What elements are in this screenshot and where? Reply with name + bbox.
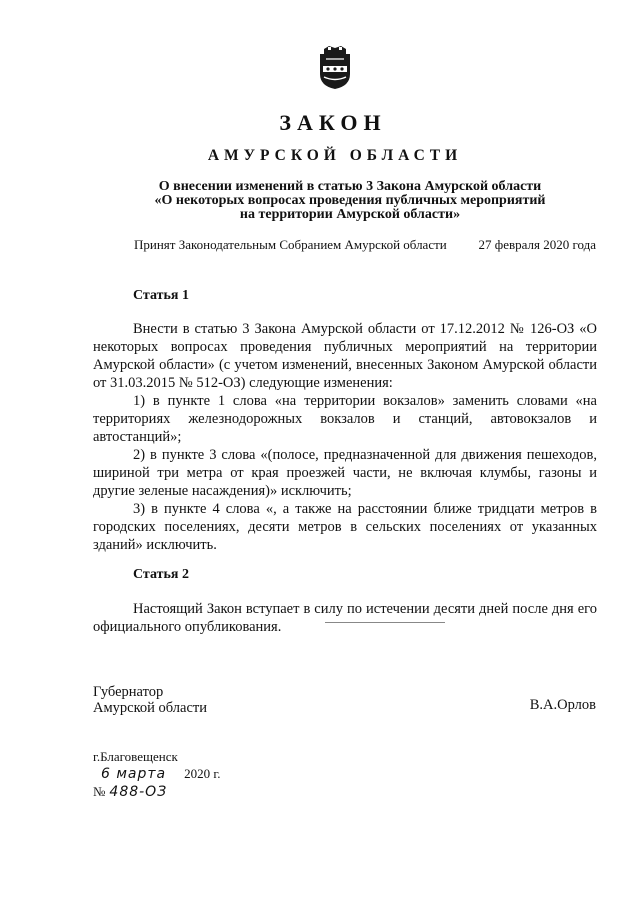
position-line: Губернатор xyxy=(93,684,164,700)
law-subtitle xyxy=(110,180,590,222)
article-1-heading: Статья 1 xyxy=(133,288,189,303)
signatory-position xyxy=(93,684,207,716)
place-date-number xyxy=(93,748,221,801)
subtitle-line: О внесении изменений в статью 3 Закона Амурской области xyxy=(158,179,542,194)
article-2-body xyxy=(93,600,597,636)
subtitle-line: на территории Амурской области» xyxy=(239,207,461,222)
article-paragraph: Настоящий Закон вступает в силу по истечении десяти дней после дня его официального опубликования. xyxy=(93,601,597,635)
signatory-name: В.А.Орлов xyxy=(529,697,596,713)
subtitle-line: «О некоторых вопросах проведения публичных мероприятий xyxy=(154,193,546,208)
document-title: ЗАКОН xyxy=(279,110,387,135)
article-paragraph: 1) в пункте 1 слова «на территории вокзалов» заменить словами «на территориях железнодорожных вокзалов и станций, автовокзалов и автостанций»; xyxy=(93,393,597,445)
decorative-line xyxy=(325,622,445,623)
amur-region-coat-of-arms-icon xyxy=(316,44,354,90)
article-paragraph: 3) в пункте 4 слова «, а также на расстоянии ближе тридцати метров в городских поселениях, десяти метров в сельских поселениях от указанных зданий» исключить. xyxy=(93,501,597,553)
article-1-body xyxy=(93,320,597,554)
adoption-line xyxy=(134,237,596,253)
position-line: Амурской области xyxy=(93,700,207,716)
city: г.Благовещенск xyxy=(93,749,178,764)
handwritten-number: 488-ОЗ xyxy=(109,784,168,800)
number-row xyxy=(93,783,221,801)
adopted-by: Принят Законодательным Собранием Амурской области xyxy=(134,237,447,252)
number-prefix: № xyxy=(93,784,106,799)
article-paragraph: Внести в статью 3 Закона Амурской области от 17.12.2012 № 126-ОЗ «О некоторых вопросах проведения публичных мероприятий на территории Амурской области» (с учетом изменений, внесенных Законом Амурской области от 31.03.2015 № 512-ОЗ) следующие изменения: xyxy=(93,321,597,391)
year: 2020 г. xyxy=(184,766,221,781)
article-paragraph: 2) в пункте 3 слова «(полосе, предназначенной для движения пешеходов, шириной три метра от края проезжей части, не включая клумбы, газоны и другие зеленые насаждения)» исключить; xyxy=(93,447,597,499)
date-row xyxy=(93,765,221,783)
adopted-date: 27 февраля 2020 года xyxy=(478,237,596,252)
region-title: АМУРСКОЙ ОБЛАСТИ xyxy=(207,147,463,164)
article-2-heading: Статья 2 xyxy=(133,567,189,582)
handwritten-date: 6 марта xyxy=(101,766,167,782)
